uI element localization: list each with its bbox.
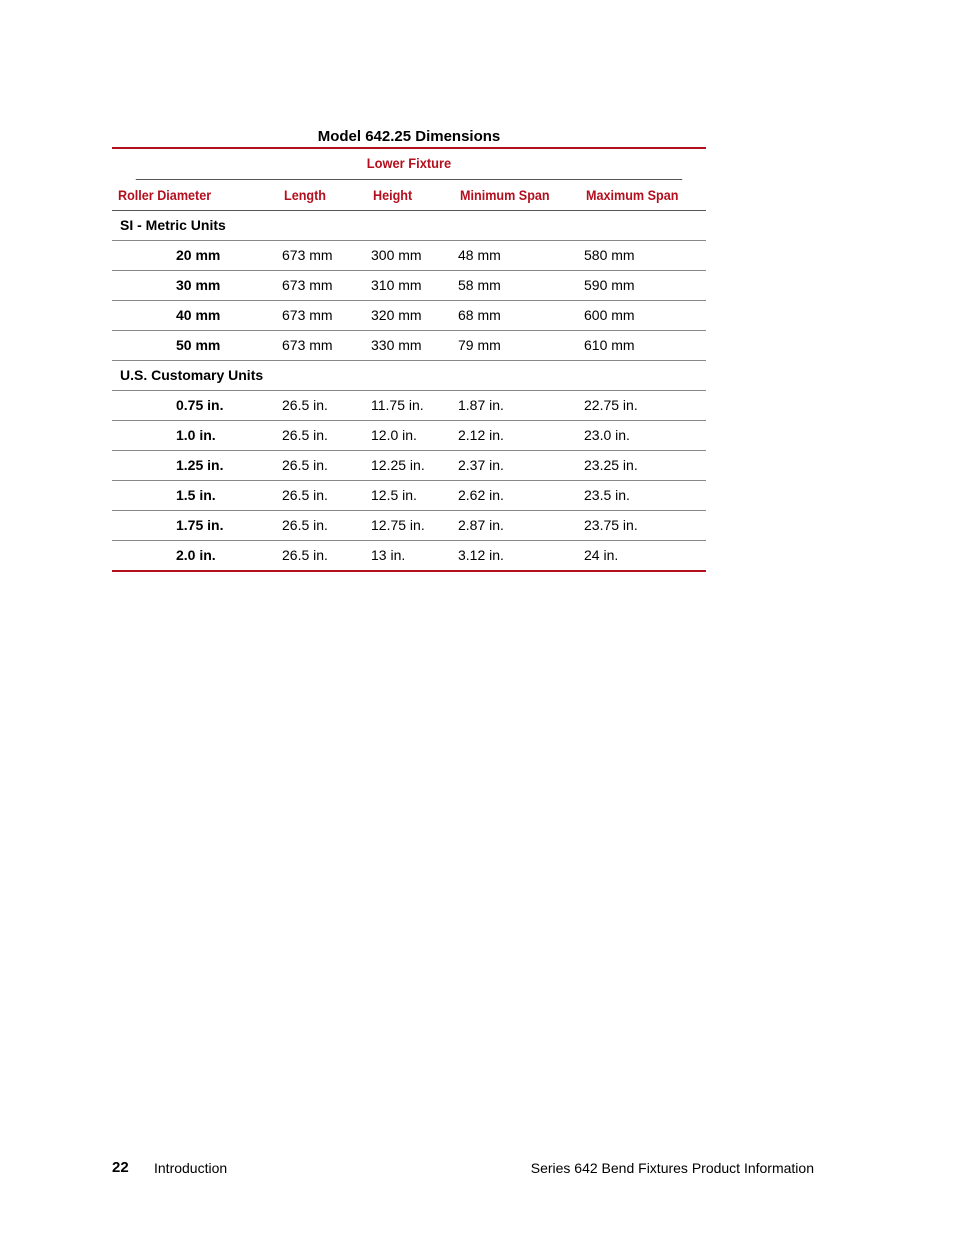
column-header-height: Height <box>373 187 413 203</box>
cell-height: 12.0 in. <box>371 427 417 443</box>
cell-minimum-span: 2.62 in. <box>458 487 504 503</box>
cell-minimum-span: 2.87 in. <box>458 517 504 533</box>
cell-length: 673 mm <box>282 337 333 353</box>
cell-length: 673 mm <box>282 247 333 263</box>
cell-maximum-span: 600 mm <box>584 307 635 323</box>
cell-roller-diameter: 50 mm <box>176 337 221 353</box>
cell-maximum-span: 23.75 in. <box>584 517 638 533</box>
table-row <box>112 541 706 572</box>
cell-length: 26.5 in. <box>282 487 328 503</box>
cell-minimum-span: 58 mm <box>458 277 501 293</box>
page-footer <box>112 1158 814 1178</box>
cell-roller-diameter: 20 mm <box>176 247 221 263</box>
table-row <box>112 451 706 481</box>
cell-height: 11.75 in. <box>371 397 424 413</box>
column-header-row <box>112 180 706 211</box>
table-row <box>112 481 706 511</box>
cell-minimum-span: 2.12 in. <box>458 427 504 443</box>
page-number: 22 <box>112 1159 129 1176</box>
cell-roller-diameter: 40 mm <box>176 307 221 323</box>
cell-height: 12.5 in. <box>371 487 417 503</box>
cell-height: 330 mm <box>371 337 422 353</box>
footer-document-title: Series 642 Bend Fixtures Product Information <box>530 1160 814 1176</box>
cell-minimum-span: 2.37 in. <box>458 457 504 473</box>
dimensions-table <box>112 126 706 572</box>
cell-maximum-span: 580 mm <box>584 247 635 263</box>
cell-maximum-span: 610 mm <box>584 337 635 353</box>
cell-length: 26.5 in. <box>282 427 328 443</box>
cell-minimum-span: 68 mm <box>458 307 501 323</box>
cell-length: 673 mm <box>282 307 333 323</box>
section-label-si: SI - Metric Units <box>112 211 706 241</box>
cell-length: 26.5 in. <box>282 397 328 413</box>
cell-length: 26.5 in. <box>282 547 328 563</box>
cell-height: 320 mm <box>371 307 422 323</box>
cell-roller-diameter: 1.5 in. <box>176 487 216 503</box>
cell-maximum-span: 23.5 in. <box>584 487 630 503</box>
cell-roller-diameter: 0.75 in. <box>176 397 224 413</box>
column-header-maximum-span: Maximum Span <box>586 187 679 203</box>
cell-length: 26.5 in. <box>282 457 328 473</box>
section-label-us-customary: U.S. Customary Units <box>112 361 706 391</box>
cell-maximum-span: 590 mm <box>584 277 635 293</box>
table-row <box>112 391 706 421</box>
cell-height: 12.25 in. <box>371 457 425 473</box>
cell-roller-diameter: 2.0 in. <box>176 547 216 563</box>
cell-length: 673 mm <box>282 277 333 293</box>
cell-height: 300 mm <box>371 247 422 263</box>
cell-length: 26.5 in. <box>282 517 328 533</box>
cell-maximum-span: 23.0 in. <box>584 427 630 443</box>
table-title: Model 642.25 Dimensions <box>317 128 501 145</box>
table-row <box>112 241 706 271</box>
cell-roller-diameter: 1.25 in. <box>176 457 224 473</box>
cell-maximum-span: 22.75 in. <box>584 397 638 413</box>
cell-height: 310 mm <box>371 277 422 293</box>
table-row <box>112 331 706 361</box>
column-header-minimum-span: Minimum Span <box>460 187 550 203</box>
group-header-lower-fixture: Lower Fixture <box>136 149 682 180</box>
cell-roller-diameter: 30 mm <box>176 277 221 293</box>
cell-minimum-span: 79 mm <box>458 337 501 353</box>
cell-height: 13 in. <box>371 547 406 563</box>
footer-section-name: Introduction <box>154 1160 228 1176</box>
table-row <box>112 271 706 301</box>
cell-minimum-span: 48 mm <box>458 247 501 263</box>
cell-maximum-span: 23.25 in. <box>584 457 638 473</box>
column-header-roller-diameter: Roller Diameter <box>118 187 212 203</box>
cell-minimum-span: 1.87 in. <box>458 397 504 413</box>
cell-roller-diameter: 1.75 in. <box>176 517 224 533</box>
table-row <box>112 301 706 331</box>
cell-height: 12.75 in. <box>371 517 425 533</box>
column-header-length: Length <box>284 187 326 203</box>
table-row <box>112 421 706 451</box>
cell-minimum-span: 3.12 in. <box>458 547 504 563</box>
table-row <box>112 511 706 541</box>
cell-roller-diameter: 1.0 in. <box>176 427 216 443</box>
cell-maximum-span: 24 in. <box>584 547 619 563</box>
